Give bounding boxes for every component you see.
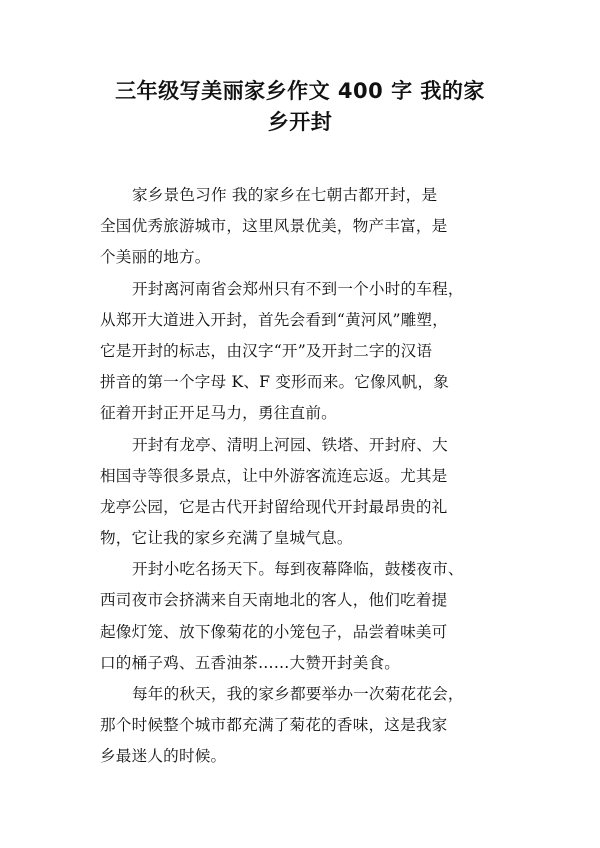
paragraph-line: 全国优秀旅游城市，这里风景优美，物产丰富，是 bbox=[100, 217, 448, 236]
title-line: 三年级写美丽家乡作文 400 字 我的家 bbox=[115, 79, 485, 103]
paragraph-line: 相国寺等很多景点，让中外游客流连忘返。尤其是 bbox=[100, 466, 448, 485]
paragraph-line: 龙亭公园，它是古代开封留给现代开封最昂贵的礼 bbox=[100, 497, 448, 516]
paragraph bbox=[100, 679, 512, 773]
document-body bbox=[100, 180, 512, 773]
paragraph bbox=[100, 274, 512, 430]
paragraph-line: 征着开封正开足马力，勇往直前。 bbox=[100, 404, 337, 423]
paragraph-line: 家乡景色习作 我的家乡在七朝古都开封，是 bbox=[132, 186, 438, 204]
paragraph-line: 起像灯笼、放下像菊花的小笼包子，品尝着味美可 bbox=[100, 622, 448, 641]
document-title bbox=[80, 74, 520, 136]
paragraph-line: 它是开封的标志，由汉字“开”及开封二字的汉语 bbox=[100, 341, 433, 360]
paragraph-line: 拼音的第一个字母 K、F 变形而来。它像风帆，象 bbox=[100, 373, 450, 392]
paragraph bbox=[100, 180, 512, 274]
paragraph-line: 那个时候整个城市都充满了菊花的香味，这是我家 bbox=[100, 716, 448, 735]
paragraph-line: 物，它让我的家乡充满了皇城气息。 bbox=[100, 529, 353, 548]
paragraph-line: 个美丽的地方。 bbox=[100, 248, 211, 267]
title-line: 乡开封 bbox=[267, 110, 333, 135]
paragraph-line: 每年的秋天，我的家乡都要举办一次菊花花会， bbox=[132, 685, 464, 703]
paragraph-line: 西司夜市会挤满来自天南地北的客人，他们吃着提 bbox=[100, 591, 448, 610]
paragraph-line: 乡最迷人的时候。 bbox=[100, 747, 227, 766]
paragraph bbox=[100, 430, 512, 555]
paragraph-line: 开封离河南省会郑州只有不到一个小时的车程， bbox=[132, 279, 464, 298]
paragraph bbox=[100, 554, 512, 679]
paragraph-line: 从郑开大道进入开封，首先会看到“黄河风”雕塑， bbox=[100, 310, 449, 329]
paragraph-line: 开封小吃名扬天下。每到夜幕降临，鼓楼夜市、 bbox=[132, 560, 464, 579]
paragraph-line: 口的桶子鸡、五香油茶……大赞开封美食。 bbox=[100, 653, 401, 672]
paragraph-line: 开封有龙亭、清明上河园、铁塔、开封府、大 bbox=[132, 435, 448, 454]
